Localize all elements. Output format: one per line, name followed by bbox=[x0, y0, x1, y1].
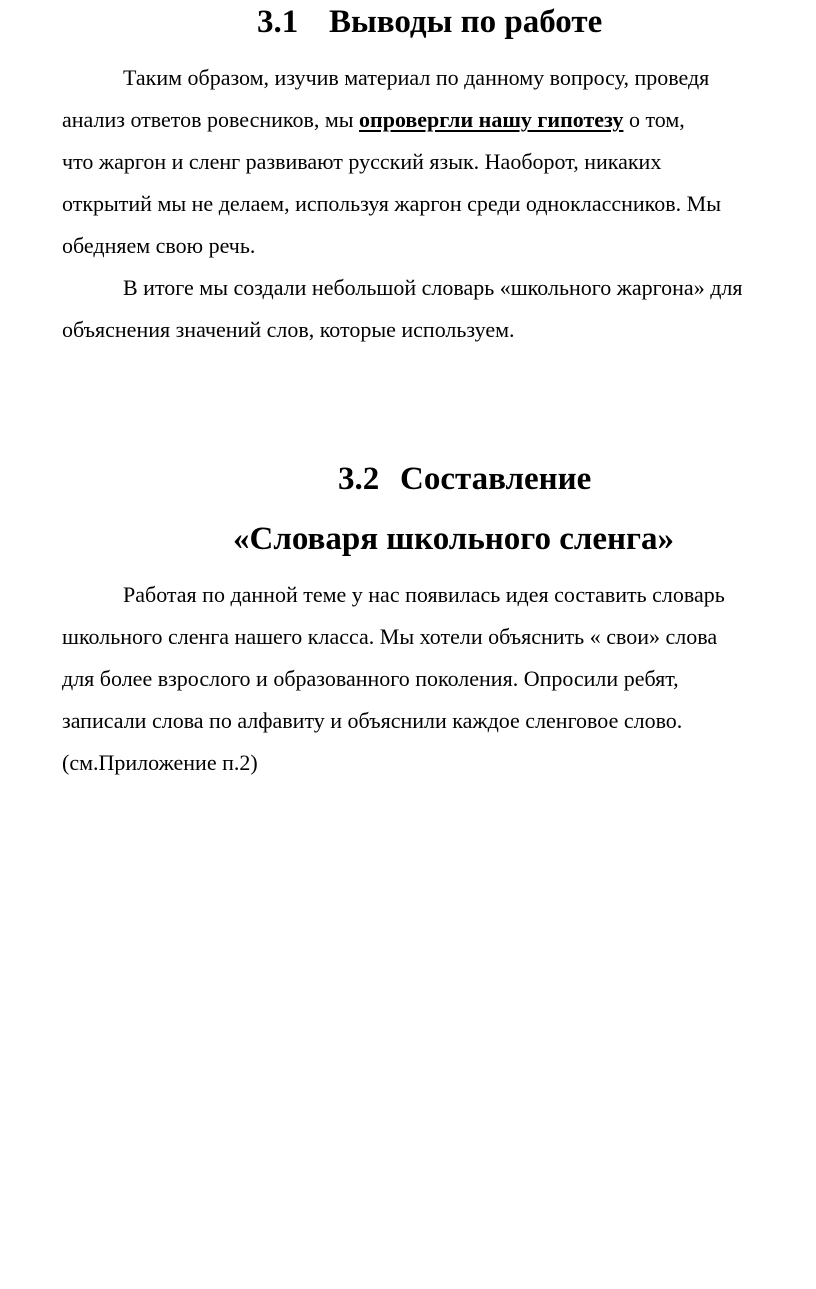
dictionary-paragraph-line-1: В итоге мы создали небольшой словарь «школьного жаргона» для bbox=[123, 275, 743, 300]
dictionary-paragraph-line-2: объяснения значений слов, которые используем. bbox=[62, 317, 515, 342]
slang-paragraph-line-5: (см.Приложение п.2) bbox=[62, 750, 258, 775]
slang-paragraph-line-1: Работая по данной теме у нас появилась идея составить словарь bbox=[123, 582, 725, 607]
conclusion-text-before-emphasis: анализ ответов ровесников, мы bbox=[62, 107, 360, 132]
conclusion-paragraph-line-5: обедняем свою речь. bbox=[62, 233, 256, 258]
slang-paragraph-line-3: для более взрослого и образованного поколения. Опросили ребят, bbox=[62, 666, 679, 691]
section-3-1-number: 3.1 bbox=[257, 4, 299, 40]
hypothesis-emphasis: опровергли нашу гипотезу bbox=[359, 107, 624, 132]
conclusion-paragraph-line-3: что жаргон и сленг развивают русский язык. Наоборот, никаких bbox=[62, 149, 662, 174]
section-3-2-title-line-2: «Словаря школьного сленга» bbox=[233, 521, 675, 557]
slang-paragraph-line-4: записали слова по алфавиту и объяснили каждое сленговое слово. bbox=[62, 708, 683, 733]
conclusion-paragraph-line-1: Таким образом, изучив материал по данному вопросу, проведя bbox=[123, 65, 710, 90]
section-3-1-title: Выводы по работе bbox=[329, 4, 603, 40]
section-3-2-title-line-1: Составление bbox=[400, 461, 592, 497]
section-3-2-number: 3.2 bbox=[338, 461, 380, 497]
conclusion-paragraph-line-2 bbox=[62, 106, 685, 134]
conclusion-paragraph-line-4: открытий мы не делаем, используя жаргон среди одноклассников. Мы bbox=[62, 191, 721, 216]
section-3-2-heading bbox=[338, 459, 591, 499]
slang-paragraph-line-2: школьного сленга нашего класса. Мы хотели объяснить « свои» слова bbox=[62, 624, 718, 649]
section-3-1-heading bbox=[257, 2, 602, 42]
conclusion-text-after-emphasis: о том, bbox=[623, 107, 685, 132]
